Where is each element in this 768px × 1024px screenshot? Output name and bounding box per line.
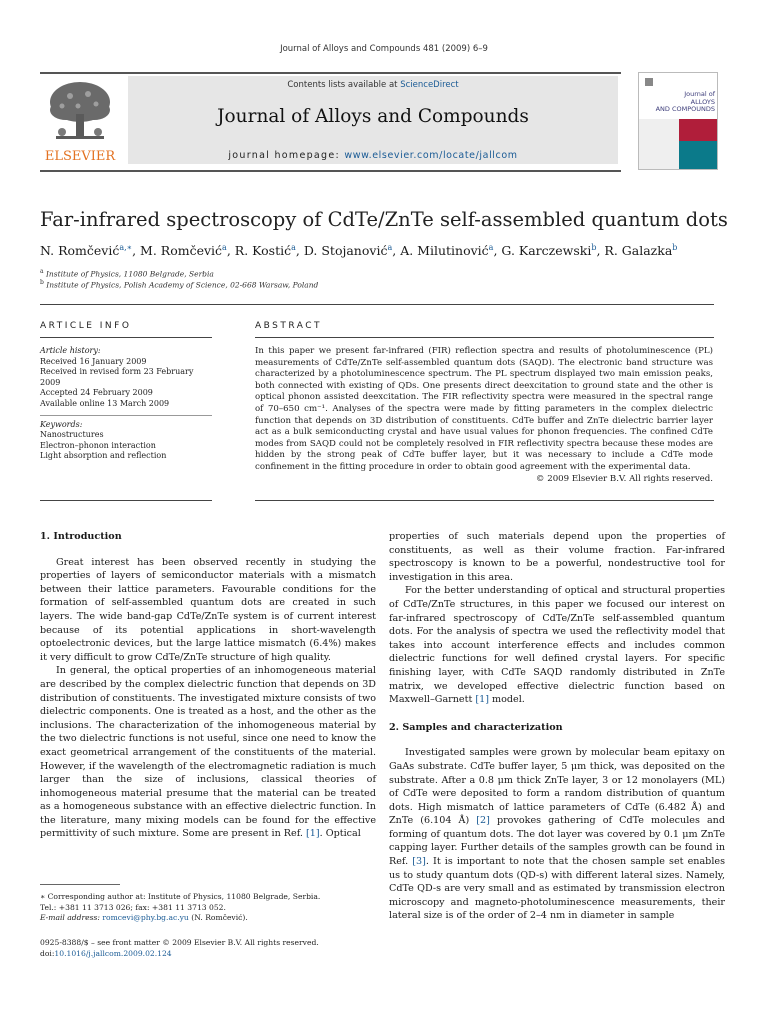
left-column (40, 530, 376, 841)
divider (255, 337, 714, 338)
cover-title (643, 91, 715, 114)
cover-title-line: Journal of (684, 90, 715, 98)
homepage-link[interactable]: www.elsevier.com/locate/jallcom (344, 150, 518, 161)
journal-reference: Journal of Alloys and Compounds 481 (2009) 6–9 (280, 44, 488, 54)
doi-line (40, 948, 319, 959)
paragraph: Great interest has been observed recently in studying the properties of layers of semiconductor materials with a mismatch between their lattice parameters. Favourable conditions for the formation of self-assembled quantum dots are created in such layers. The wide band-gap CdTe/ZnTe system is of current interest because of its potential applications in short-wavelength optoelectronic devices, but the large lattice mismatch (6.4%) makes it very difficult to grow CdTe/ZnTe structure of high quality. (40, 556, 376, 663)
issn-line: 0925-8388/$ – see front matter © 2009 Elsevier B.V. All rights reserved. (40, 938, 319, 947)
footnote (40, 892, 376, 924)
paragraph-text: In general, the optical properties of an inhomogeneous material are described by the complex dielectric function that depends on 3D distribution of constituents. The investigated mixture consists of two dielectric components. One is treated as a host, and the other as the inclusions. The characterization of the inhomogeneous material by the two dielectric functions is not useful, since one need to know the exact geometrical arrangement of the constituents of the material. However, if the wavelength of the electromagnetic radiation is much larger than the size of inclusions, classical theories of inhomogeneous material presume that the material can be treated as a homogeneous substance with an effective dielectric function. In the literature, many mixing models can be found for the effective permittivity of such mixture. Some are present in Ref. (40, 665, 376, 840)
author-name: G. Karczewski (501, 243, 592, 259)
author-affiliation-mark[interactable]: a (387, 243, 393, 252)
divider (40, 337, 212, 338)
cover-title-line: AND COMPOUNDS (655, 105, 715, 113)
paragraph-text: Investigated samples were grown by molecular beam epitaxy on GaAs substrate. CdTe buffer layer, 5 μm thick, was deposited on the substrate. After a 0.8 μm thick ZnTe layer, 3 or 12 monolayers (ML) of CdTe were deposited to form a random distribution of quantum dots. High mismatch of lattice parameters of CdTe (6.482 Å) and ZnTe (6.104 Å) (389, 747, 725, 827)
paragraph-text: model. (492, 694, 525, 706)
homepage-prefix: journal homepage: (228, 150, 341, 161)
author-name: M. Romčević (140, 243, 223, 259)
author-affiliation-mark[interactable]: a,∗ (119, 243, 133, 252)
author-name: R. Kostić (234, 243, 292, 259)
history-item: Received 16 January 2009 (40, 356, 147, 366)
paragraph-text: . It is important to note that the chosen sample set enables us to study quantum dots (QD-s) with different lateral sizes. Namely, CdTe QD-s are very small and as estimated by transmission electron microscopy and magneto-photoluminescence measurements, their lateral size is of the order of 2–4 nm in diameter in sample (389, 856, 725, 922)
right-column (389, 530, 725, 923)
history-item: Accepted 24 February 2009 (40, 388, 153, 398)
publisher-name: ELSEVIER (44, 149, 116, 164)
author-affiliation-mark[interactable]: a (488, 243, 494, 252)
history-item: Received in revised form 23 February 2009 (40, 367, 194, 387)
paragraph (389, 746, 725, 923)
author-name: D. Stojanović (303, 243, 388, 259)
author-name: N. Romčević (40, 243, 120, 259)
affiliation-a (40, 268, 214, 279)
front-matter (40, 937, 319, 960)
affiliation-b (40, 279, 318, 290)
section-heading: 2. Samples and characterization (389, 721, 563, 733)
author-affiliation-mark[interactable]: a (291, 243, 296, 252)
author-affiliation-mark[interactable]: b (591, 243, 597, 252)
abstract (255, 346, 713, 485)
sciencedirect-link[interactable]: ScienceDirect (400, 80, 459, 90)
abstract-text: In this paper we present far-infrared (FIR) reflection spectra and results of photoluminescence (PL) measurements of CdTe/ZnTe self-assembled quantum dots (SAQD). The electronic band structure was characterized by a photoluminescence spectrum. The PL spectrum displayed two main emission peaks, both connected with existing of QDs. One presents direct deexcitation to ground state and the other is optical phonon assisted deexcitation. The FIR reflectivity spectra were measured in the spectral range of 70–650 cm⁻¹. Analyses of the spectra were made by fitting parameters in the complex dielectric function that depends on 3D distribution of constituents. CdTe buffer and ZnTe dielectric barrier layer act as a bulk semiconducting crystal and have usual values for phonon frequencies. The confined CdTe modes from SAQD could not be completely resolved in FIR reflectivity spectra because these modes are hidden by the strong peak of CdTe buffer layer, but it was necessary to include a CdTe mode confinement in the fitting procedure in order to obtain good agreement with the experimental data. (255, 346, 713, 472)
affiliation-mark: b (40, 279, 44, 286)
history-label: Article history: (40, 346, 101, 355)
divider (40, 304, 714, 305)
elsevier-tree-icon (40, 76, 120, 164)
doi-link[interactable]: 10.1016/j.jallcom.2009.02.124 (54, 949, 172, 959)
doi-label: doi: (40, 949, 55, 959)
elsevier-logo[interactable] (40, 76, 120, 164)
citation-link[interactable]: [3] (412, 856, 426, 868)
journal-title: Journal of Alloys and Compounds (217, 106, 529, 127)
phone-fax: Tel.: +381 11 3713 026; fax: +381 11 3713 052. (40, 902, 226, 912)
email-line (40, 913, 376, 924)
journal-cover-thumbnail[interactable] (638, 72, 718, 170)
affiliation-mark: a (40, 268, 44, 275)
article-title: Far-infrared spectroscopy of CdTe/ZnTe self-assembled quantum dots (40, 208, 728, 231)
journal-homepage (128, 150, 618, 161)
contents-prefix: Contents lists available at (287, 80, 398, 90)
paragraph: properties of such materials depend upon the properties of constituents, as well as their volume fraction. Far-infrared spectroscopy is known to be a powerful, nondestructive tool for investigation in this area. (389, 531, 725, 583)
keyword: Electron–phonon interaction (40, 440, 156, 450)
citation-link[interactable]: [2] (476, 815, 490, 827)
email-link[interactable]: romcevi@phy.bg.ac.yu (102, 913, 189, 922)
divider (40, 410, 212, 416)
author-name: A. Milutinović (400, 243, 489, 259)
author-affiliation-mark[interactable]: b (672, 243, 678, 252)
divider (40, 500, 212, 501)
citation-link[interactable]: [1] (475, 694, 489, 706)
email-tail: (N. Romčević). (191, 913, 248, 922)
paragraph-text: For the better understanding of optical and structural properties of CdTe/ZnTe structures, in this paper we focused our interest on far-infrared spectroscopy of CdTe/ZnTe self-assembled quantum dots. For the analysis of spectra we used the reflectivity model that takes into account interference effects and includes common dielectric functions for well defined crystal layers. For specific finishing layer, with CdTe SAQD randomly distributed in ZnTe matrix, we developed effective dielectric function based on Maxwell–Garnett (389, 585, 725, 706)
keywords-label: Keywords: (40, 419, 83, 429)
paragraph (389, 584, 725, 706)
author-list: N. Romčević$^{a,∗}$, M. Romčević$^a$, R. Kostić$^a$, D. Stojanović$^a$, A. Milutinović$^a$, G. Karczewski$^b$, R. Galazka$^b$ (40, 243, 678, 259)
article-info (40, 346, 212, 462)
author-name: R. Galazka (604, 243, 673, 259)
citation-link[interactable]: [1] (306, 828, 320, 840)
cover-title-line: ALLOYS (690, 97, 715, 106)
keyword: Light absorption and reflection (40, 451, 167, 461)
article-info-heading: ARTICLE INFO (40, 321, 132, 331)
abstract-heading: ABSTRACT (255, 321, 323, 331)
footnote-rule (40, 884, 120, 885)
author-affiliation-mark[interactable]: a (222, 243, 227, 252)
email-label: E-mail address: (40, 913, 100, 922)
contents-line (128, 80, 618, 90)
divider (255, 500, 714, 501)
section-heading: 1. Introduction (40, 531, 122, 542)
cover-art-icon (639, 73, 717, 169)
copyright: © 2009 Elsevier B.V. All rights reserved. (535, 473, 713, 484)
paragraph-text: provokes gathering of CdTe molecules and forming of quantum dots. The dot layer was covered by 0.1 μm ZnTe capping layer. Further details of the samples growth can be found in Ref. (389, 815, 725, 868)
keyword: Nanostructures (40, 430, 104, 440)
history-item: Available online 13 March 2009 (40, 398, 170, 408)
paragraph-text: . Optical (319, 828, 361, 840)
affiliation-text: Institute of Physics, 11080 Belgrade, Serbia (45, 269, 214, 279)
paragraph (40, 664, 376, 841)
affiliation-text: Institute of Physics, Polish Academy of Science, 02-668 Warsaw, Poland (46, 280, 319, 290)
corresponding-author: ∗ Corresponding author at: Institute of Physics, 11080 Belgrade, Serbia. (40, 892, 321, 901)
